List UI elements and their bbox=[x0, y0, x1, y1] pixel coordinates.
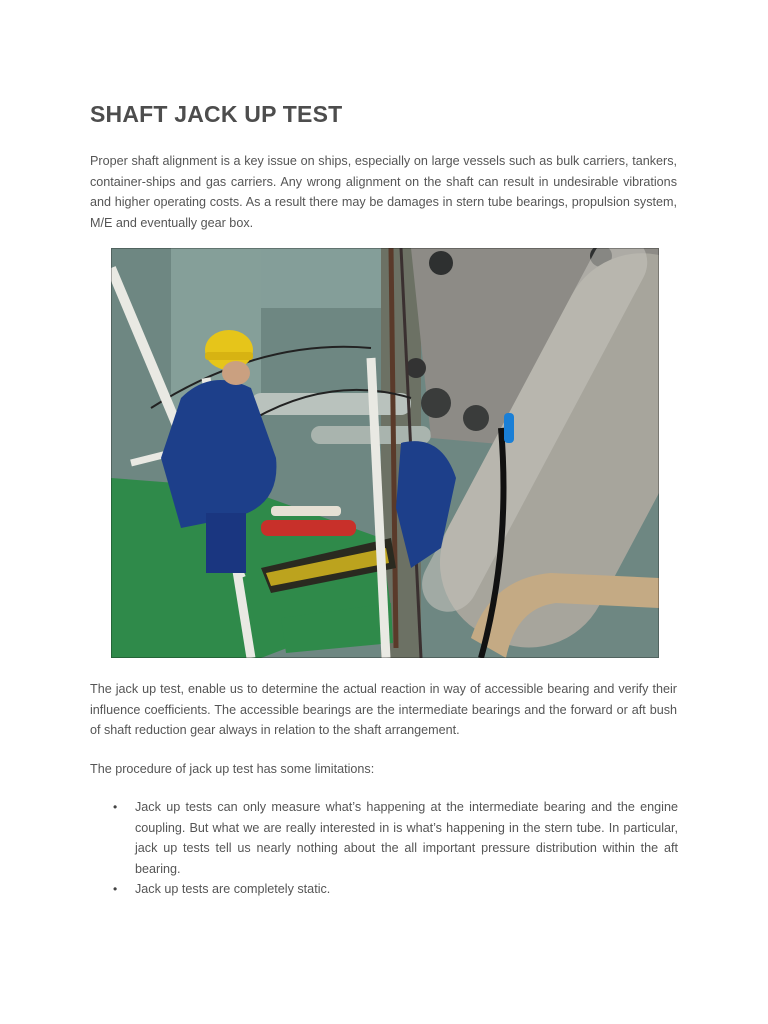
bullet-icon: • bbox=[113, 800, 118, 814]
list-item bbox=[113, 797, 678, 879]
limitations-list bbox=[113, 797, 678, 900]
list-item bbox=[113, 879, 678, 900]
jack-up-test-paragraph: The jack up test, enable us to determine the actual reaction in way of accessible bearing and verify their influence coefficients. The accessible bearings are the intermediate bearings and the forward or aft bush of shaft reduction gear always in relation to the shaft arrangement. bbox=[90, 682, 677, 738]
photo-illustration bbox=[111, 248, 659, 658]
bullet-icon: • bbox=[113, 882, 118, 897]
list-item-text: Jack up tests are completely static. bbox=[135, 882, 331, 897]
photo-jack bbox=[261, 520, 356, 536]
list-item-text: Jack up tests can only measure what’s happening at the intermediate bearing and the engine coupling. But what we are really interested in is what’s happening in the stern tube. In particular, jack up tests tell us nearly nothing about the all important pressure distribution within the aft bearing. bbox=[135, 800, 678, 876]
limitations-intro: The procedure of jack up test has some limitations: bbox=[90, 762, 375, 776]
engine-room-photo bbox=[111, 248, 659, 658]
intro-paragraph: Proper shaft alignment is a key issue on ships, especially on large vessels such as bulk carriers, tankers, container-ships and gas carriers. Any wrong alignment on the shaft can result in undesirable vibrations and higher operating costs. As a result there may be damages in stern tube bearings, propulsion system, M/E and eventually gear box. bbox=[90, 154, 677, 230]
page-title: SHAFT JACK UP TEST bbox=[90, 101, 343, 127]
